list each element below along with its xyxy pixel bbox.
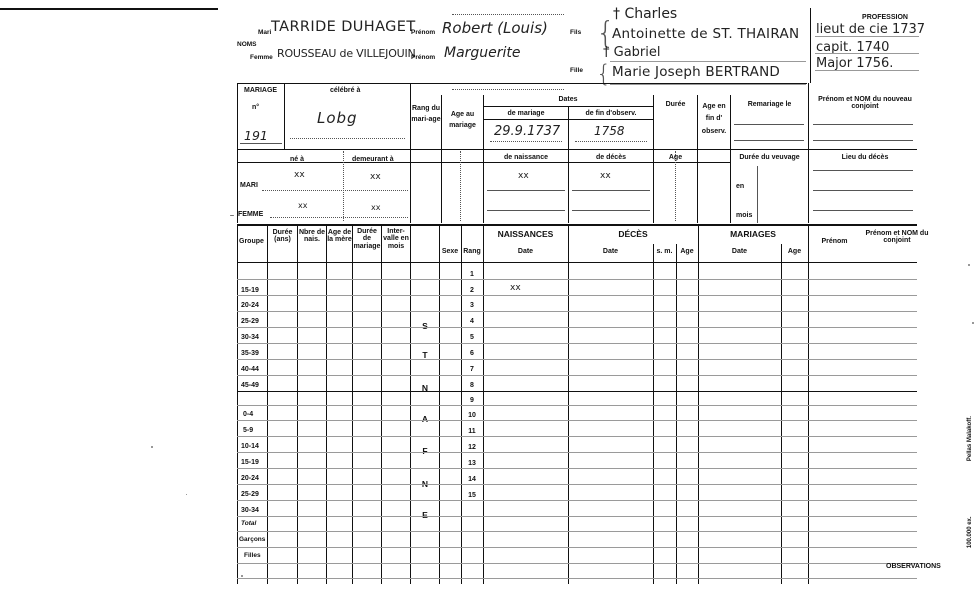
row-line [237,295,917,296]
femme-ne: xx [298,201,308,210]
mari-dots [262,190,408,191]
profession-2: capit. 1740 [816,40,890,55]
mari-dem: xx [370,172,381,182]
lieu-dots [290,138,405,139]
vert-letter-3: N [421,383,429,393]
no-underline [240,143,282,144]
row-line [237,375,917,376]
row-line [237,452,917,453]
scan-speck-2 [230,215,234,216]
row-line [237,343,917,344]
mariage-label: MARIAGE [244,87,278,94]
rank-8: 8 [470,382,474,389]
date-fin-value: 1758 [594,124,625,138]
print-run-text: 100.000 ex. [966,516,973,549]
observations-label: OBSERVATIONS [886,563,941,570]
group-top-3: 25-29 [241,318,259,325]
deces-col-label: DÉCÈS [618,229,648,239]
marriage-top-rule [237,83,807,84]
children-col-13 [698,224,699,584]
mari-femme-rule [237,162,730,163]
group-top-6: 40-44 [241,366,259,373]
profession-rule-2 [815,53,919,54]
vert-letter-4: A [421,414,429,424]
children-col-5 [381,224,382,584]
en-label: en [736,183,745,190]
group-top-1: 15-19 [241,287,259,294]
fils-1: † Charles [613,6,678,22]
femme-date-line-b [572,210,650,211]
mari-deces: xx [600,171,611,181]
age-sep [460,151,461,221]
subhead-rule [483,119,653,120]
scan-speck-3 [968,264,970,266]
ne-a-label: né à [290,156,305,163]
lieu-deces-line-1 [813,170,913,171]
mariages-label: MARIAGES [730,229,776,239]
garcons-label: Garçons [239,536,266,543]
veuvage-divider [757,166,758,223]
lieu-deces-line-3 [813,210,913,211]
printer-text: Pellas Malakoff. [966,416,973,462]
prenom-top-dots [452,14,564,15]
child-prenom-label: Prénom [821,238,848,245]
fin-observ-label: de fin d'observ. [585,110,637,117]
fils-3: † Gabriel [603,45,661,60]
group-bottom-2: 5-9 [243,427,254,434]
remariage-line-1 [734,124,804,125]
children-col-1 [267,224,268,584]
vert-letter-1: S [422,321,428,331]
marriage-divider-a [284,83,285,150]
demeurant-label: demeurant à [352,156,394,163]
children-top-rule [237,224,917,226]
rank-12: 12 [468,444,476,451]
fille-label: Fille [570,67,584,74]
mari-prenom: Robert (Louis) [442,19,548,37]
profession-1: lieut de cie 1737 [816,22,926,37]
filles-label: Filles [244,552,261,559]
group-bottom-5: 20-24 [241,475,259,482]
fils-2: Antoinette de ST. THAIRAN [612,26,800,42]
rank-13: 13 [468,460,476,467]
row-line [237,327,917,328]
header-divider [810,8,811,83]
children-col-0 [237,224,238,584]
corner-rule [0,8,218,10]
mari-name: TARRIDE DUHAGET [271,19,416,35]
age2-label: Age [668,154,683,161]
noms-label: NOMS [237,41,257,48]
mari-naiss: xx [518,171,529,181]
age-fin-label: Age en fin d' observ. [701,103,727,135]
group-top-4: 30-34 [241,334,259,341]
vert-letter-7: E [422,510,428,520]
femme-label: Femme [250,54,273,61]
vert-letter-2: T [422,350,428,360]
intervalle-label: Inter-valle en mois [383,228,409,250]
row-line [237,484,917,485]
conjoint-line-2 [813,140,913,141]
children-col-2 [297,224,298,584]
children-col-9 [483,224,484,584]
naissance-label: de naissance [504,154,548,161]
rank-10: 10 [468,412,476,419]
children-col-7 [439,224,440,584]
fils-brace-top: { [596,16,616,51]
children-head-rule [237,262,917,263]
sm-label: s. m. [656,248,673,255]
de-mariage-label: de mariage [507,110,545,117]
celebre-label: célébré à [330,87,361,94]
remariage-label: Remariage le [747,101,792,108]
rank-15: 15 [468,492,476,499]
group-bottom-4: 15-19 [241,459,259,466]
rang-col-label: Rang [463,248,481,255]
rank-14: 14 [468,476,476,483]
profession-3: Major 1756. [816,56,894,71]
remariage-line-2 [734,140,804,141]
deces-label: de décès [596,154,626,161]
deces-age-label: Age [680,248,694,255]
vert-letter-6: N [421,479,429,489]
scan-speck-5 [186,494,187,495]
rank-2: 2 [470,287,474,294]
femme-date-line-a [487,210,565,211]
row-line [237,531,917,532]
age-label: Age au mariage [449,111,476,129]
row-line [237,391,917,392]
row-line [237,311,917,312]
lieu-deces-line-2 [813,190,913,191]
children-col-3 [326,224,327,584]
total-label: Total [241,520,257,527]
mari-prenom-label: Prénom [411,29,436,36]
age2-sep [675,151,676,221]
duree-mariage-label: Durée de mariage [353,228,381,250]
mari-date-line-a [487,190,565,191]
group-top-7: 45-49 [241,382,259,389]
rank-4: 4 [470,318,474,325]
rank-1: 1 [470,271,474,278]
rank-6: 6 [470,350,474,357]
group-bottom-1: 0-4 [243,411,254,418]
nbre-label: Nbre de nais. [298,229,326,244]
femme-name: ROUSSEAU de VILLEJOUIN [277,47,416,60]
mariages-age-label: Age [787,248,802,255]
fils-line [610,61,806,62]
rank-5: 5 [470,334,474,341]
sexe-label: Sexe [441,248,459,255]
row-line [237,516,917,517]
nouveau-conjoint-label: Prénom et NOM du nouveau conjoint [818,96,912,111]
rank-3: 3 [470,302,474,309]
row-line [237,500,917,501]
date-mariage-dots [490,141,562,142]
mari-label: Mari [258,29,272,36]
conjoint-line-1 [813,124,913,125]
row-line [237,547,917,548]
fille-line [610,84,806,85]
date-mariage-value: 29.9.1737 [494,124,561,139]
group-bottom-3: 10-14 [241,443,259,450]
profession-rule-3 [815,70,919,71]
fils-label: Fils [570,29,582,36]
groupe-label: Groupe [239,238,264,245]
prenom-bottom-dots [452,89,564,90]
mariages-date-label: Date [731,248,748,255]
femme-dots [270,217,408,218]
children-col-6 [410,224,411,584]
mari-row-label: MARI [240,182,258,189]
marriage-divider-e [568,106,569,223]
children-col-15 [808,224,809,584]
children-col-4 [352,224,353,584]
group-bottom-7: 30-34 [241,507,259,514]
femme-dem: xx [371,203,381,212]
naissances-label: NAISSANCES [497,229,554,239]
group-top-2: 20-24 [241,302,259,309]
row-line [237,279,917,280]
rang-label: Rang du mari-age [411,105,441,123]
femme-row-label: FEMME [238,211,264,218]
femme-prenom-label: Prénom [411,54,436,61]
children-col-10 [568,224,569,584]
group-bottom-6: 25-29 [241,491,259,498]
mari-ne: xx [294,170,305,180]
marriage-divider-i [808,83,809,223]
row-line [237,578,917,579]
dates-label: Dates [558,96,578,103]
row-line [237,436,917,437]
naiss-date-label: Date [517,248,534,255]
vert-letter-5: F [422,446,428,456]
duree-ans-label: Durée (ans) [272,229,293,244]
scan-speck-1 [151,446,153,448]
rank-9: 9 [470,397,474,404]
marriage-left-border [237,83,238,223]
fille-brace: { [596,60,612,88]
profession-label: PROFESSION [862,14,908,21]
mari-date-line-b [572,190,650,191]
mois-label: mois [736,212,753,219]
row-line [237,420,917,421]
rank-11: 11 [468,428,476,435]
deces-date-label: Date [602,248,619,255]
birth-rank2-value: xx [510,283,521,293]
mariage-number: 191 [244,128,268,143]
scan-speck-4 [972,322,974,324]
profession-rule-1 [815,36,919,37]
date-fin-dots [575,141,647,142]
dates-underline [483,106,653,107]
row-line [237,405,917,406]
row-line [237,563,917,564]
duree-label: Durée [665,101,686,108]
mid-rule [237,149,917,150]
no-label: n° [252,104,260,111]
lieu-deces-label: Lieu du décès [841,154,889,161]
fille-1: Marie Joseph BERTRAND [612,64,781,80]
rank-7: 7 [470,366,474,373]
scan-speck-6 [241,575,243,577]
age-mere-label: Age de la mère [327,229,352,244]
veuvage-label: Durée du veuvage [739,154,800,161]
mariage-lieu: Lobg [317,109,358,127]
femme-prenom: Marguerite [444,45,521,61]
group-top-5: 35-39 [241,350,259,357]
row-line [237,359,917,360]
row-line [237,468,917,469]
child-conjoint-label: Prénom et NOM du conjoint [865,230,929,245]
ne-dem-sep [343,151,344,221]
